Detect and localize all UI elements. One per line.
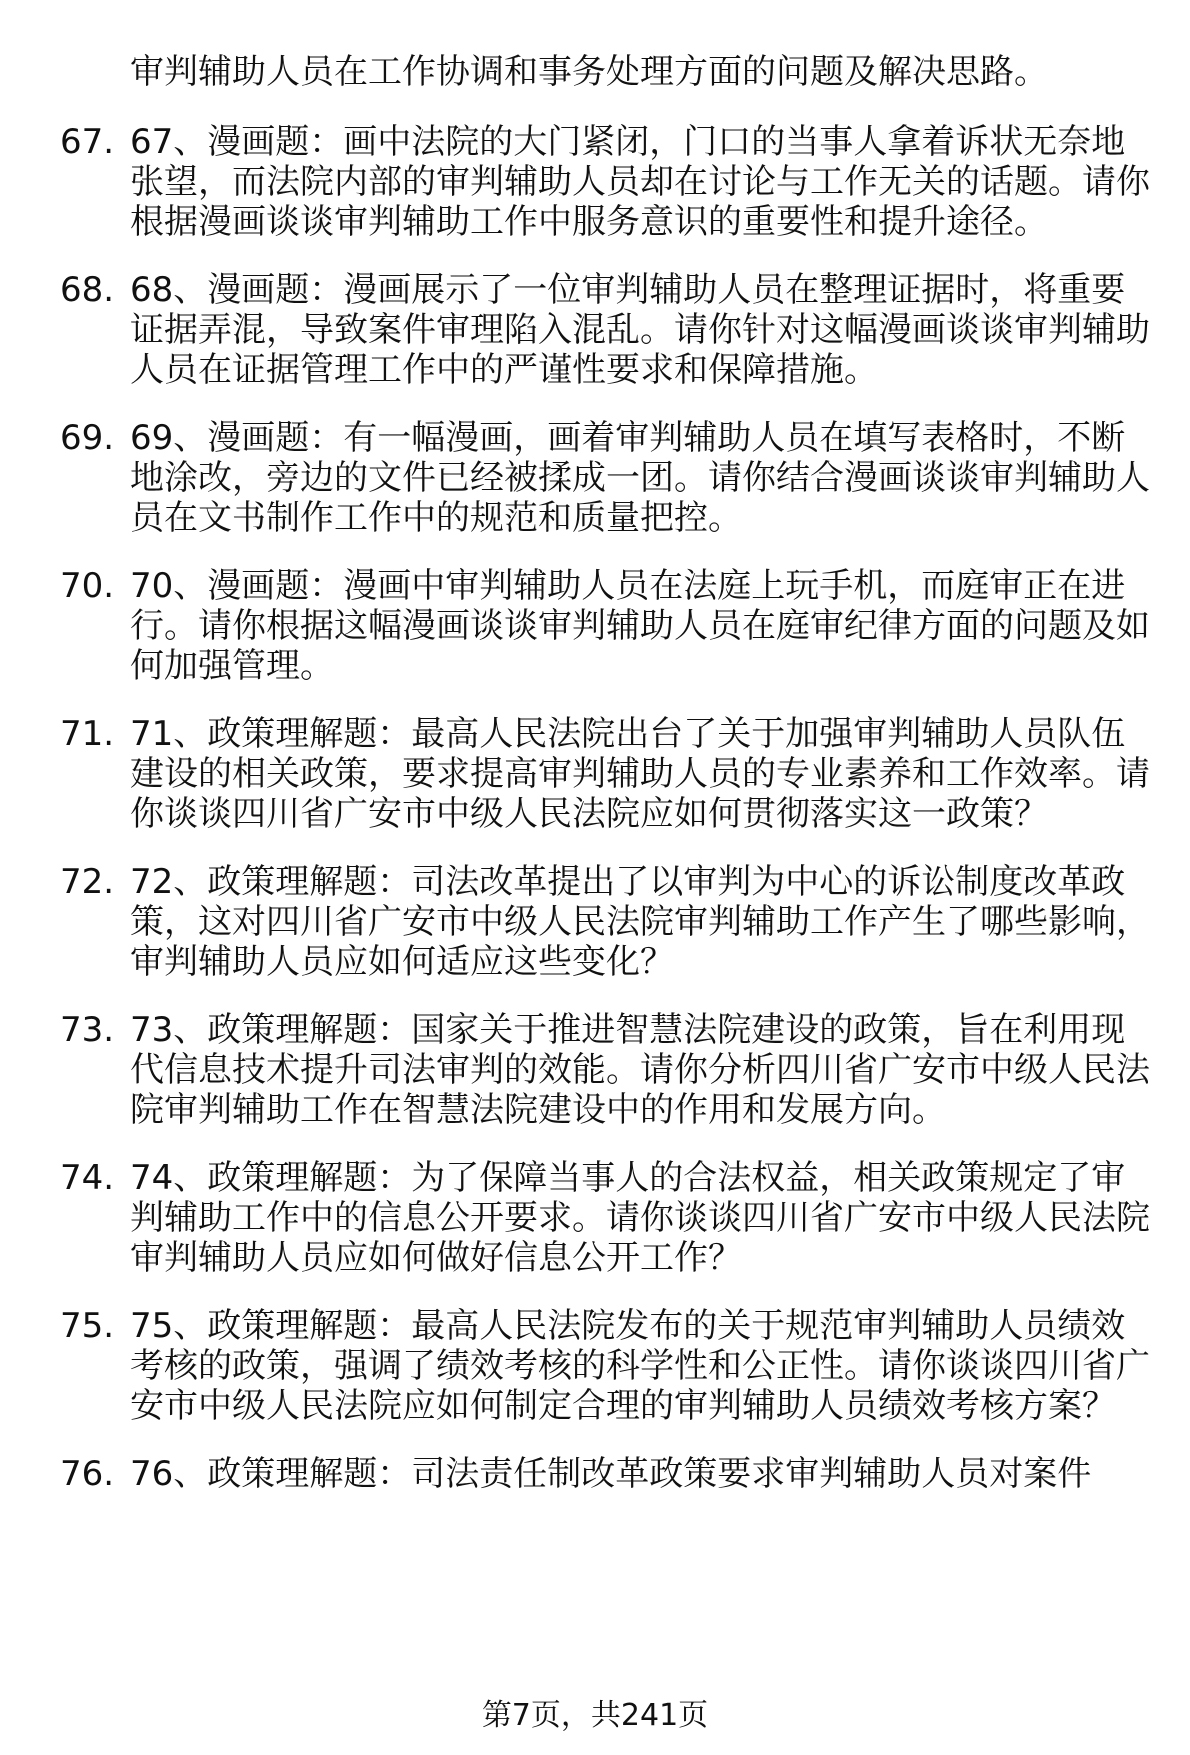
list-item	[60, 1158, 1150, 1278]
item-number: 76.	[60, 1454, 115, 1494]
list-item	[60, 714, 1150, 834]
item-number: 74.	[60, 1158, 115, 1198]
list-item	[60, 1010, 1150, 1130]
item-number: 69.	[60, 418, 115, 458]
item-number: 67.	[60, 122, 115, 162]
item-text: 71、政策理解题：最高人民法院出台了关于加强审判辅助人员队伍建设的相关政策，要求提高审判辅助人员的专业素养和工作效率。请你谈谈四川省广安市中级人民法院应如何贯彻落实这一政策？	[130, 714, 1150, 834]
item-text: 76、政策理解题：司法责任制改革政策要求审判辅助人员对案件	[130, 1454, 1092, 1494]
page-footer: 第7页，共241页	[481, 1698, 709, 1733]
item-number: 71.	[60, 714, 115, 754]
item-number: 75.	[60, 1306, 115, 1346]
list-item	[60, 862, 1150, 982]
watermark: ​	[405, 809, 513, 947]
list-item	[60, 1454, 1150, 1494]
question-list	[60, 52, 1150, 1522]
item-number: 68.	[60, 270, 115, 310]
item-number: 70.	[60, 566, 115, 606]
item-number: 73.	[60, 1010, 115, 1050]
list-item	[60, 566, 1150, 686]
item-text: 75、政策理解题：最高人民法院发布的关于规范审判辅助人员绩效考核的政策，强调了绩效考核的科学性和公正性。请你谈谈四川省广安市中级人民法院应如何制定合理的审判辅助人员绩效考核方案？	[130, 1306, 1150, 1426]
item-text: 70、漫画题：漫画中审判辅助人员在法庭上玩手机，而庭审正在进行。请你根据这幅漫画谈谈审判辅助人员在庭审纪律方面的问题及如何加强管理。	[130, 566, 1150, 686]
item-text: 68、漫画题：漫画展示了一位审判辅助人员在整理证据时，将重要证据弄混，导致案件审理陷入混乱。请你针对这幅漫画谈谈审判辅助人员在证据管理工作中的严谨性要求和保障措施。	[130, 270, 1150, 390]
continuation-text: 审判辅助人员在工作协调和事务处理方面的问题及解决思路。	[130, 52, 1048, 92]
item-text: 72、政策理解题：司法改革提出了以审判为中心的诉讼制度改革政策，这对四川省广安市中级人民法院审判辅助工作产生了哪些影响，审判辅助人员应如何适应这些变化？	[130, 862, 1150, 982]
item-text: 73、政策理解题：国家关于推进智慧法院建设的政策，旨在利用现代信息技术提升司法审判的效能。请你分析四川省广安市中级人民法院审判辅助工作在智慧法院建设中的作用和发展方向。	[130, 1010, 1150, 1130]
item-number: 72.	[60, 862, 115, 902]
item-text: 69、漫画题：有一幅漫画，画着审判辅助人员在填写表格时，不断地涂改，旁边的文件已经被揉成一团。请你结合漫画谈谈审判辅助人员在文书制作工作中的规范和质量把控。	[130, 418, 1150, 538]
list-item	[60, 1306, 1150, 1426]
list-item	[60, 122, 1150, 242]
list-item	[60, 418, 1150, 538]
item-text: 74、政策理解题：为了保障当事人的合法权益，相关政策规定了审判辅助工作中的信息公开要求。请你谈谈四川省广安市中级人民法院审判辅助人员应如何做好信息公开工作？	[130, 1158, 1150, 1278]
list-item	[60, 270, 1150, 390]
item-text: 67、漫画题：画中法院的大门紧闭，门口的当事人拿着诉状无奈地张望，而法院内部的审判辅助人员却在讨论与工作无关的话题。请你根据漫画谈谈审判辅助工作中服务意识的重要性和提升途径。	[130, 122, 1150, 242]
